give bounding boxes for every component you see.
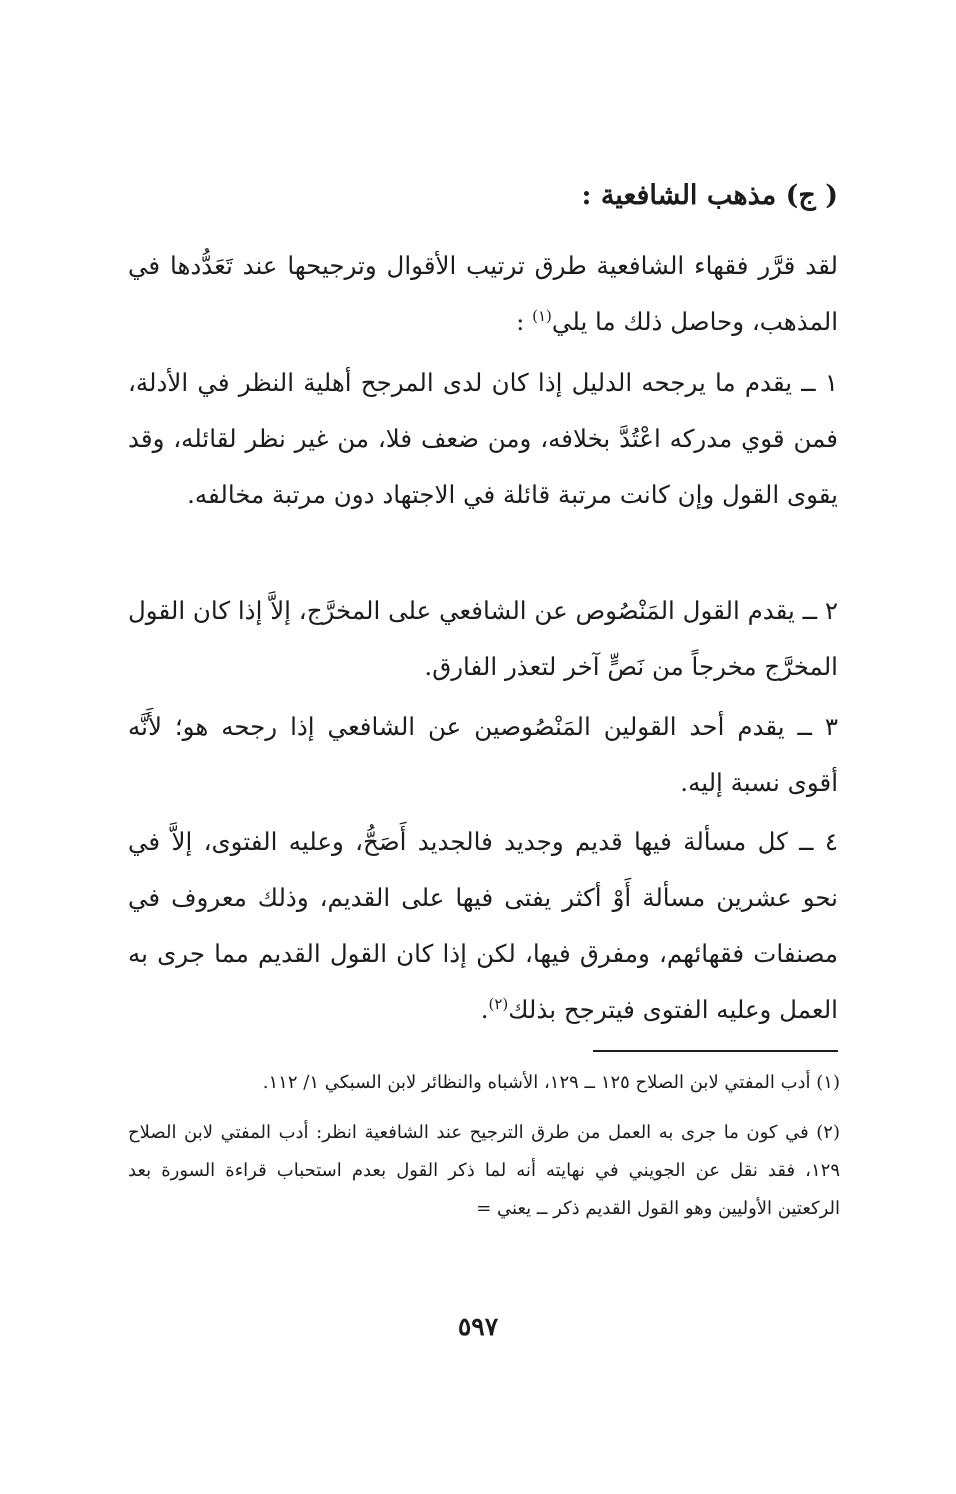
list-item-1 [128, 355, 838, 523]
list-item-4 [128, 814, 838, 1038]
list-item-text: ٣ ــ يقدم أحد القولين المَنْصُوصين عن الشافعي إذا رجحه هو؛ لأَنَّه أقوى نسبة إليه. [128, 712, 838, 797]
intro-paragraph [128, 238, 838, 350]
footnote-separator [593, 1050, 838, 1052]
page-number: ٥٩٧ [457, 1312, 499, 1341]
list-item-text: ١ ــ يقدم ما يرجحه الدليل إذا كان لدى المرجح أهلية النظر في الأدلة، فمن قوي مدركه اعْتُدَّ بخلافه، ومن ضعف فلا، من غير نظر لقائله، وقد يقوى القول وإن كانت مرتبة قائلة في الاجتهاد دون مرتبة مخالفه. [128, 368, 838, 509]
list-item-3 [128, 699, 838, 811]
intro-end: : [516, 307, 533, 336]
footnote-ref-2[interactable]: (٢) [488, 994, 509, 1013]
list-item-text: ٤ ــ كل مسألة فيها قديم وجديد فالجديد أَصَحُّ، وعليه الفتوى، إلاَّ في نحو عشرين مسألة أَوْ أكثر يفتى فيها على القديم، وذلك معروف في مصنفات فقهائهم، ومفرق فيها، لكن إذا كان القول القديم مما جرى به العمل وعليه الفتوى فيترجح بذلك [128, 827, 838, 1024]
footnote-2: (٢) في كون ما جرى به العمل من طرق الترجيح عند الشافعية انظر: أدب المفتي لابن الصلاح ١٢٩، فقد نقل عن الجويني في نهايته أنه لما ذكر القول بعدم استحباب قراءة السورة بعد الركعتين الأوليين وهو القول القديم ذكر ــ يعني = [128, 1122, 840, 1219]
list-item-2 [128, 583, 838, 695]
footnote-1: (١) أدب المفتي لابن الصلاح ١٢٥ ــ ١٢٩، الأشباه والنظائر لابن السبكي ١/ ١١٢. [262, 1072, 840, 1093]
intro-text: لقد قرَّر فقهاء الشافعية طرق ترتيب الأقوال وترجيحها عند تَعَدُّدها في المذهب، وحاصل ذلك ما يلي [128, 251, 838, 336]
footnotes [128, 1064, 840, 1240]
footnote-ref-1[interactable]: (١) [532, 306, 552, 325]
list-item-end: . [480, 995, 489, 1024]
list-item-text: ٢ ــ يقدم القول المَنْصُوص عن الشافعي على المخرَّج، إلاَّ إذا كان القول المخرَّج مخرجاً من نَصٍّ آخر لتعذر الفارق. [128, 596, 838, 681]
section-heading: ( ج) مذهب الشافعية : [581, 180, 838, 211]
